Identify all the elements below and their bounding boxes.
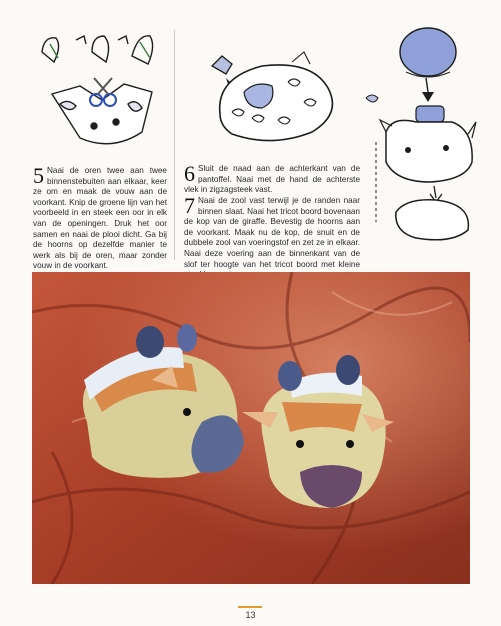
slipper-zigzag-drawing — [192, 22, 352, 162]
column-divider — [174, 30, 175, 260]
giraffe-slippers-photo — [32, 272, 470, 584]
step-5 — [33, 163, 167, 272]
step7-illustration — [356, 22, 484, 247]
step-text: Naai de oren twee aan twee binnenstebuiten aan elkaar, keer ze om en maak de vouw aan de voorkant. Knip de groene lijn van het voorbeeld in en steek een oor in elk van de openingen. Druk het oor samen en naai de plooi dicht. Ga bij de hoorns op dezelfde manier te werk als bij de oren, maar zonder vouw in de voorkant. — [33, 166, 167, 271]
sewing-ears-drawing — [32, 22, 172, 162]
step5-illustration — [32, 22, 172, 162]
sole-assembly-drawing — [356, 22, 484, 247]
step-6 — [184, 161, 360, 196]
photo-scene — [32, 272, 470, 584]
step-7 — [184, 193, 360, 281]
page-number: 13 — [245, 610, 256, 620]
step-number: 7 — [184, 193, 195, 218]
step-number: 6 — [184, 161, 195, 186]
page-number-rule — [238, 606, 262, 608]
step-text: Sluit de naad aan de achterkant van de pantoffel. Naai met de hand de achterste vlek in zigzagsteek vast. — [184, 164, 360, 195]
step-text: Naai de zool vast terwijl je de randen naar binnen slaat. Naai het tricot boord bovenaan de kop van de giraffe. Bevestig de hoorns aan de voorkant. Maak nu de kop, de snuit en de dubbele zool van voeringstof en zet ze in elkaar. Naai deze voering aan de binnenkant van de slof ter hoogte van het tricot boord met kleine — [184, 196, 360, 269]
step-number: 5 — [33, 163, 44, 188]
step6-illustration — [192, 22, 352, 162]
